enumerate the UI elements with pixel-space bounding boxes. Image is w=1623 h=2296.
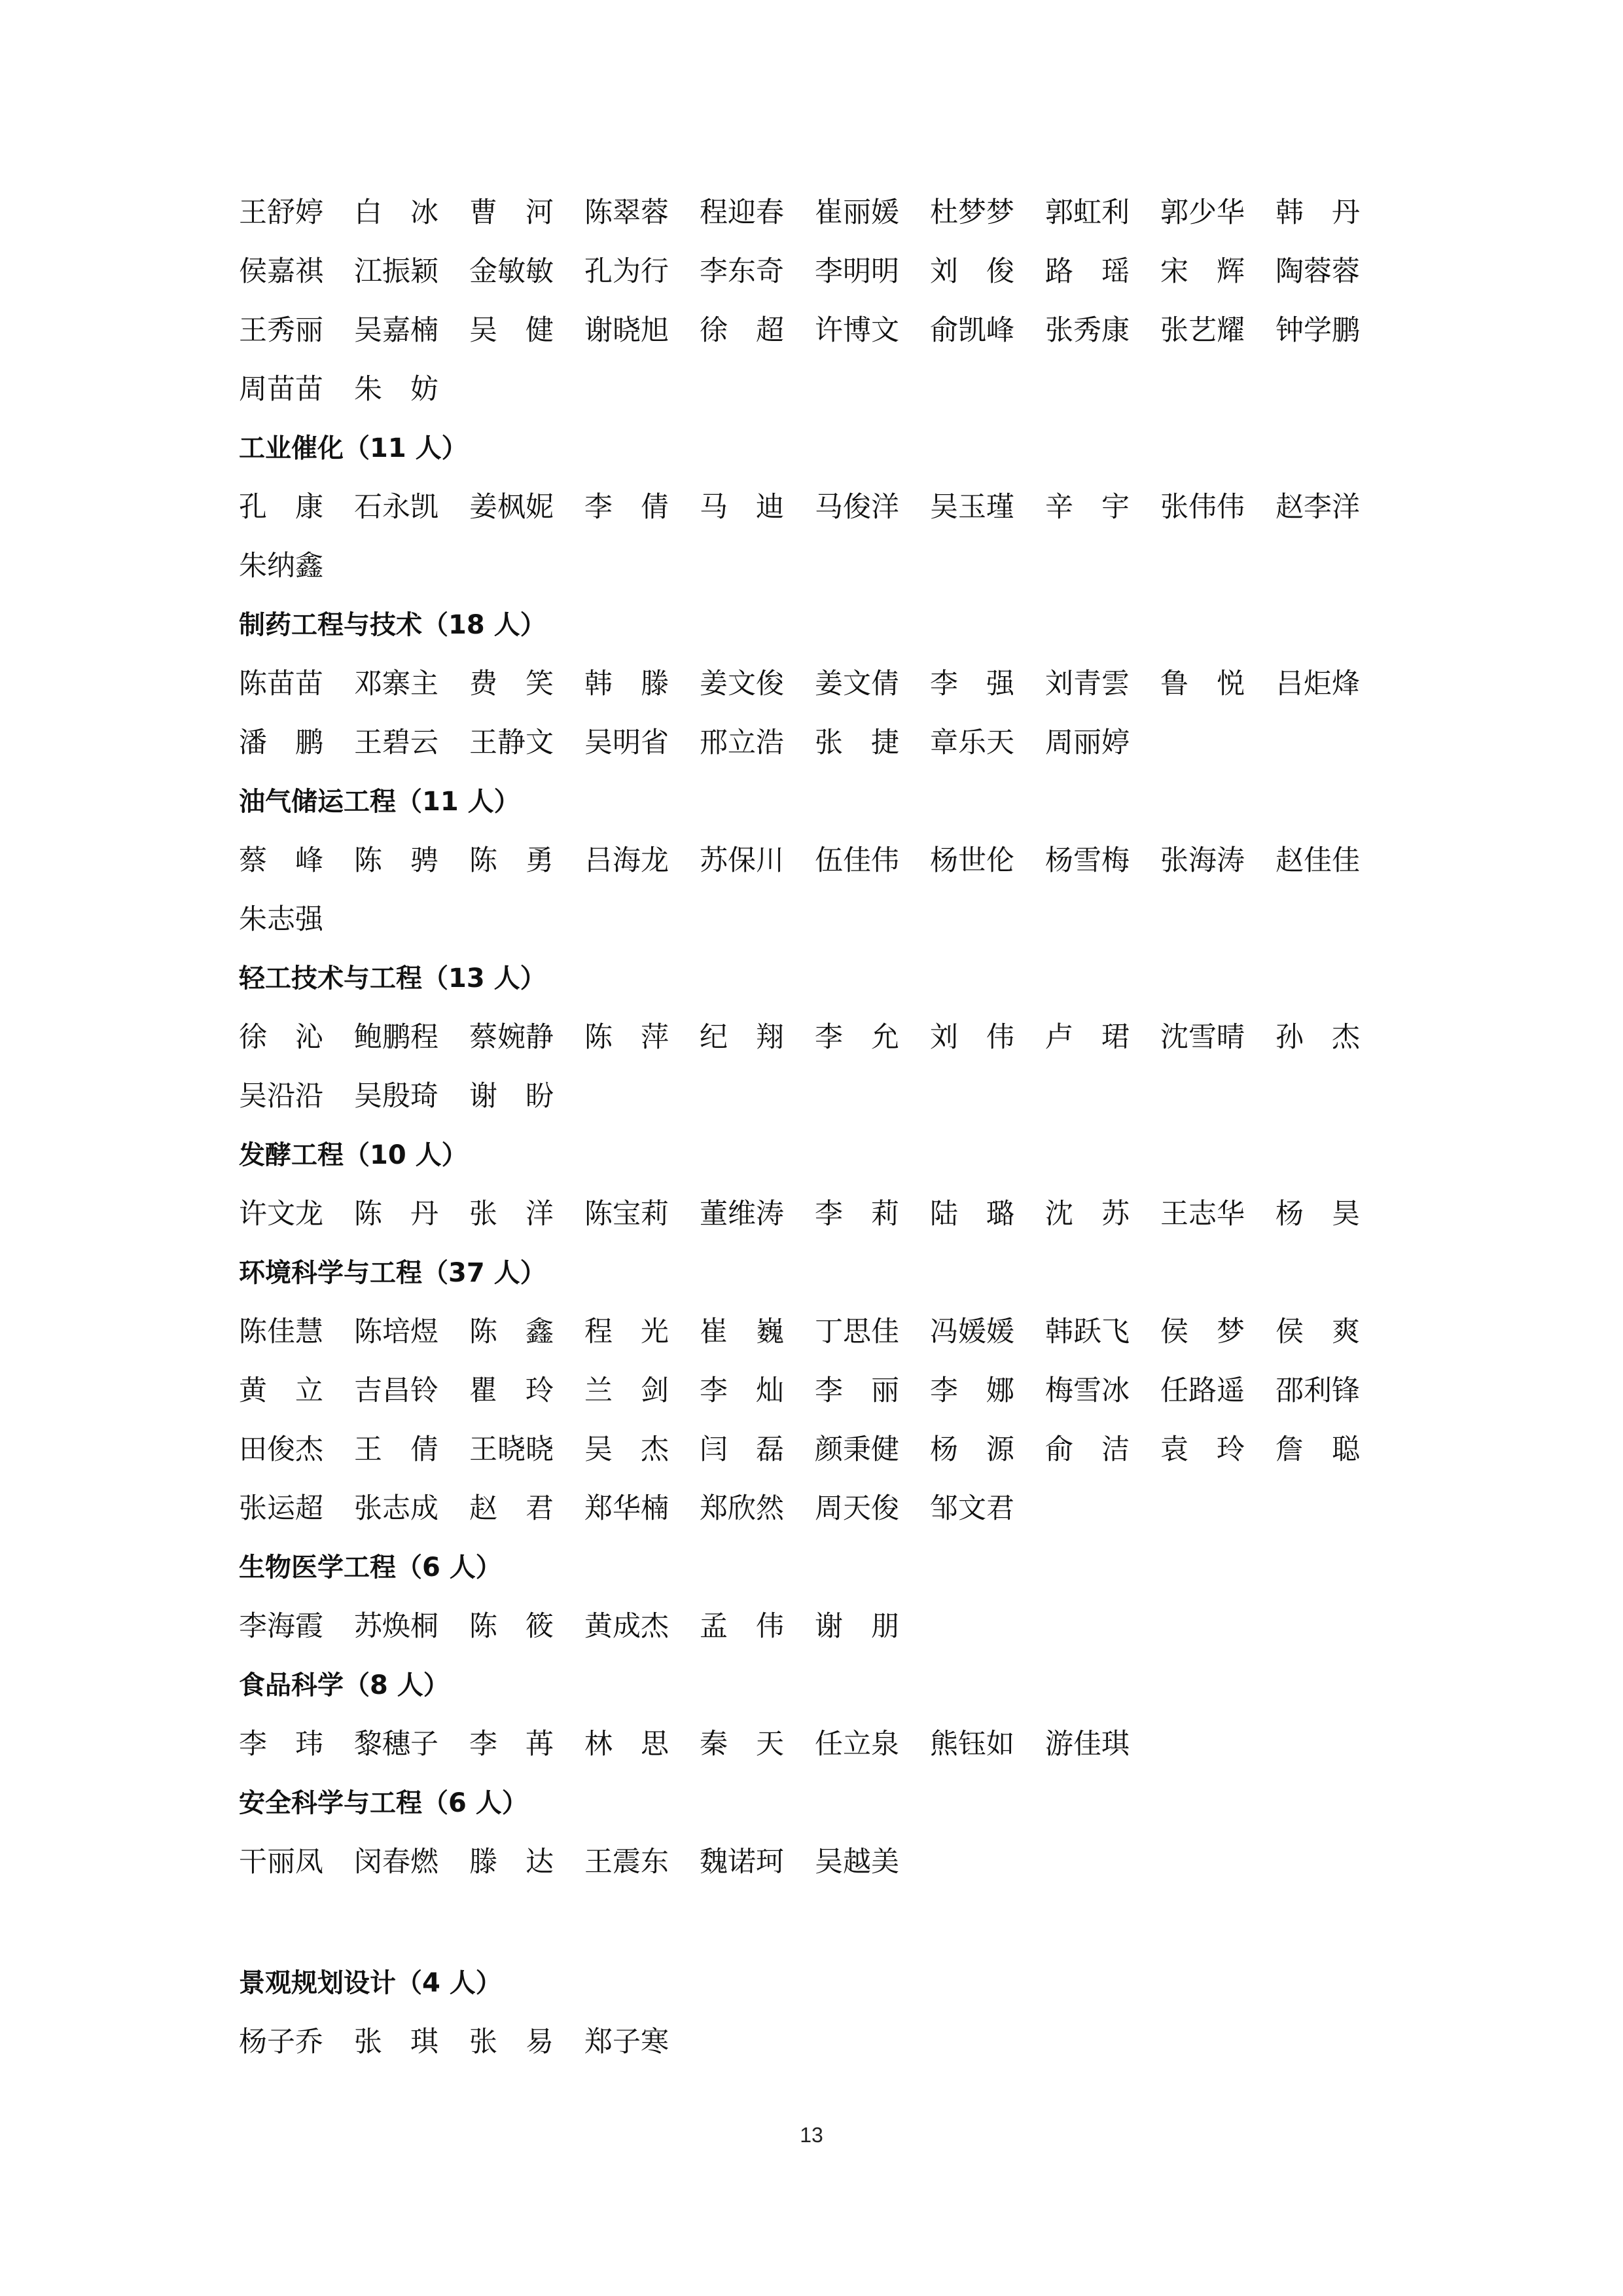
name-row	[239, 1008, 1391, 1067]
person-name: 苏焕桐	[354, 1610, 438, 1643]
person-name: 干丽凤	[239, 1846, 323, 1878]
person-name: 陈 萍	[584, 1021, 669, 1054]
person-name: 陈苗苗	[239, 668, 323, 700]
person-name: 石永凯	[354, 491, 438, 524]
person-name: 陈培煜	[354, 1316, 438, 1348]
section-heading: 食品科学（8 人）	[239, 1670, 450, 1700]
person-name: 侯 梦	[1160, 1316, 1245, 1348]
person-name: 王震东	[584, 1846, 669, 1878]
person-name: 邹文君	[930, 1492, 1014, 1525]
person-name: 李 苒	[469, 1728, 554, 1761]
name-row	[239, 1361, 1391, 1420]
person-name: 谢 盼	[469, 1080, 554, 1113]
person-name: 吴 健	[469, 314, 554, 347]
person-name: 侯 爽	[1275, 1316, 1360, 1348]
person-name: 张志成	[354, 1492, 438, 1525]
person-name: 陈佳慧	[239, 1316, 323, 1348]
person-name: 李 莉	[815, 1198, 899, 1230]
name-row	[239, 360, 1391, 419]
person-name: 曹 河	[469, 196, 554, 229]
person-name: 伍佳伟	[815, 844, 899, 877]
person-name: 吕炬烽	[1275, 668, 1360, 700]
person-name: 王 倩	[354, 1433, 438, 1466]
person-name: 谢 朋	[815, 1610, 899, 1643]
person-name: 姜文俊	[700, 668, 784, 700]
person-name: 赵 君	[469, 1492, 554, 1525]
name-row	[239, 1715, 1391, 1774]
person-name: 吴沿沿	[239, 1080, 323, 1113]
person-name: 费 笑	[469, 668, 554, 700]
person-name: 张 捷	[815, 726, 899, 759]
person-name: 郑欣然	[700, 1492, 784, 1525]
person-name: 许文龙	[239, 1198, 323, 1230]
name-row	[239, 537, 1391, 596]
person-name: 俞 洁	[1045, 1433, 1130, 1466]
person-name: 杨子乔	[239, 2026, 323, 2058]
person-name: 颜秉健	[815, 1433, 899, 1466]
person-name: 杨 昊	[1275, 1198, 1360, 1230]
person-name: 陈 骋	[354, 844, 438, 877]
person-name: 周苗苗	[239, 373, 323, 406]
person-name: 吴明省	[584, 726, 669, 759]
person-name: 马俊洋	[815, 491, 899, 524]
person-name: 吕海龙	[584, 844, 669, 877]
person-name: 王碧云	[354, 726, 438, 759]
person-name: 陈宝莉	[584, 1198, 669, 1230]
person-name: 鲁 悦	[1160, 668, 1245, 700]
person-name: 刘 俊	[930, 255, 1014, 288]
person-name: 孔 康	[239, 491, 323, 524]
person-name: 沈雪晴	[1160, 1021, 1245, 1054]
section-heading: 发酵工程（10 人）	[239, 1140, 468, 1170]
name-row	[239, 831, 1391, 890]
name-row	[239, 1597, 1391, 1656]
person-name: 徐 沁	[239, 1021, 323, 1054]
person-name: 王晓晓	[469, 1433, 554, 1466]
person-name: 王志华	[1160, 1198, 1245, 1230]
name-row	[239, 1420, 1391, 1479]
person-name: 姜枫妮	[469, 491, 554, 524]
person-name: 沈 苏	[1045, 1198, 1130, 1230]
person-name: 孔为行	[584, 255, 669, 288]
person-name: 熊钰如	[930, 1728, 1014, 1761]
person-name: 梅雪冰	[1045, 1374, 1130, 1407]
page-number: 13	[800, 2123, 823, 2147]
person-name: 闵春燃	[354, 1846, 438, 1878]
person-name: 李 娜	[930, 1374, 1014, 1407]
person-name: 张伟伟	[1160, 491, 1245, 524]
person-name: 孟 伟	[700, 1610, 784, 1643]
person-name: 朱志强	[239, 903, 323, 936]
person-name: 钟学鹏	[1275, 314, 1360, 347]
person-name: 吴 杰	[584, 1433, 669, 1466]
person-name: 吴越美	[815, 1846, 899, 1878]
section-heading: 制药工程与技术（18 人）	[239, 610, 546, 640]
person-name: 江振颖	[354, 255, 438, 288]
person-name: 鲍鹏程	[354, 1021, 438, 1054]
person-name: 郭虹利	[1045, 196, 1130, 229]
person-name: 周丽婷	[1045, 726, 1130, 759]
person-name: 魏诺珂	[700, 1846, 784, 1878]
name-row	[239, 1833, 1391, 1892]
person-name: 苏保川	[700, 844, 784, 877]
name-row	[239, 1479, 1391, 1538]
person-name: 袁 玲	[1160, 1433, 1245, 1466]
person-name: 程 光	[584, 1316, 669, 1348]
person-name: 李 灿	[700, 1374, 784, 1407]
name-row	[239, 713, 1391, 772]
person-name: 崔丽媛	[815, 196, 899, 229]
section-heading: 工业催化（11 人）	[239, 433, 468, 463]
person-name: 冯媛媛	[930, 1316, 1014, 1348]
section-heading: 环境科学与工程（37 人）	[239, 1258, 546, 1288]
person-name: 兰 剑	[584, 1374, 669, 1407]
name-row	[239, 2013, 1391, 2072]
person-name: 张 洋	[469, 1198, 554, 1230]
person-name: 崔 巍	[700, 1316, 784, 1348]
person-name: 李明明	[815, 255, 899, 288]
person-name: 谢晓旭	[584, 314, 669, 347]
person-name: 吴玉瑾	[930, 491, 1014, 524]
person-name: 潘 鹏	[239, 726, 323, 759]
person-name: 刘青雲	[1045, 668, 1130, 700]
person-name: 周天俊	[815, 1492, 899, 1525]
person-name: 吴嘉楠	[354, 314, 438, 347]
person-name: 任立泉	[815, 1728, 899, 1761]
person-name: 王舒婷	[239, 196, 323, 229]
person-name: 孙 杰	[1275, 1021, 1360, 1054]
person-name: 黎穗子	[354, 1728, 438, 1761]
person-name: 刘 伟	[930, 1021, 1014, 1054]
person-name: 黄成杰	[584, 1610, 669, 1643]
person-name: 杜梦梦	[930, 196, 1014, 229]
name-row	[239, 1067, 1391, 1126]
section-heading: 景观规划设计（4 人）	[239, 1968, 502, 1998]
name-row	[239, 242, 1391, 301]
person-name: 张秀康	[1045, 314, 1130, 347]
person-name: 李 强	[930, 668, 1014, 700]
person-name: 金敏敏	[469, 255, 554, 288]
person-name: 张 易	[469, 2026, 554, 2058]
person-name: 李 丽	[815, 1374, 899, 1407]
person-name: 王静文	[469, 726, 554, 759]
name-row	[239, 890, 1391, 949]
person-name: 姜文倩	[815, 668, 899, 700]
person-name: 杨 源	[930, 1433, 1014, 1466]
person-name: 李海霞	[239, 1610, 323, 1643]
person-name: 卢 珺	[1045, 1021, 1130, 1054]
name-list-page	[239, 183, 1391, 2072]
person-name: 林 思	[584, 1728, 669, 1761]
person-name: 邵利锋	[1275, 1374, 1360, 1407]
person-name: 陈 鑫	[469, 1316, 554, 1348]
person-name: 杨雪梅	[1045, 844, 1130, 877]
person-name: 邢立浩	[700, 726, 784, 759]
person-name: 詹 聪	[1275, 1433, 1360, 1466]
person-name: 秦 天	[700, 1728, 784, 1761]
person-name: 路 瑶	[1045, 255, 1130, 288]
section-spacer	[239, 1892, 1391, 1954]
person-name: 纪 翔	[700, 1021, 784, 1054]
person-name: 郭少华	[1160, 196, 1245, 229]
person-name: 王秀丽	[239, 314, 323, 347]
person-name: 韩跃飞	[1045, 1316, 1130, 1348]
person-name: 宋 辉	[1160, 255, 1245, 288]
person-name: 吴殷琦	[354, 1080, 438, 1113]
person-name: 滕 达	[469, 1846, 554, 1878]
person-name: 张运超	[239, 1492, 323, 1525]
person-name: 韩 丹	[1275, 196, 1360, 229]
person-name: 马 迪	[700, 491, 784, 524]
person-name: 张艺耀	[1160, 314, 1245, 347]
person-name: 程迎春	[700, 196, 784, 229]
person-name: 张 琪	[354, 2026, 438, 2058]
name-row	[239, 183, 1391, 242]
person-name: 辛 宇	[1045, 491, 1130, 524]
person-name: 朱 妨	[354, 373, 438, 406]
person-name: 田俊杰	[239, 1433, 323, 1466]
person-name: 韩 滕	[584, 668, 669, 700]
section-heading: 安全科学与工程（6 人）	[239, 1788, 528, 1818]
person-name: 陈翠蓉	[584, 196, 669, 229]
name-row	[239, 301, 1391, 360]
person-name: 陆 璐	[930, 1198, 1014, 1230]
name-row	[239, 1185, 1391, 1244]
section-heading: 生物医学工程（6 人）	[239, 1552, 502, 1583]
name-row	[239, 478, 1391, 537]
person-name: 郑华楠	[584, 1492, 669, 1525]
person-name: 侯嘉祺	[239, 255, 323, 288]
person-name: 瞿 玲	[469, 1374, 554, 1407]
person-name: 李 允	[815, 1021, 899, 1054]
person-name: 章乐天	[930, 726, 1014, 759]
person-name: 黄 立	[239, 1374, 323, 1407]
person-name: 闫 磊	[700, 1433, 784, 1466]
person-name: 丁思佳	[815, 1316, 899, 1348]
person-name: 赵佳佳	[1275, 844, 1360, 877]
person-name: 蔡婉静	[469, 1021, 554, 1054]
name-row	[239, 1302, 1391, 1361]
person-name: 陈 勇	[469, 844, 554, 877]
section-heading: 轻工技术与工程（13 人）	[239, 963, 546, 994]
person-name: 白 冰	[354, 196, 438, 229]
person-name: 徐 超	[700, 314, 784, 347]
person-name: 郑子寒	[584, 2026, 669, 2058]
person-name: 李 玮	[239, 1728, 323, 1761]
person-name: 许博文	[815, 314, 899, 347]
person-name: 陈 筱	[469, 1610, 554, 1643]
person-name: 李 倩	[584, 491, 669, 524]
person-name: 李东奇	[700, 255, 784, 288]
person-name: 陈 丹	[354, 1198, 438, 1230]
section-heading: 油气储运工程（11 人）	[239, 787, 520, 817]
person-name: 朱纳鑫	[239, 550, 323, 583]
person-name: 游佳琪	[1045, 1728, 1130, 1761]
person-name: 吉昌铃	[354, 1374, 438, 1407]
person-name: 杨世伦	[930, 844, 1014, 877]
person-name: 任路遥	[1160, 1374, 1245, 1407]
person-name: 赵李洋	[1275, 491, 1360, 524]
person-name: 陶蓉蓉	[1275, 255, 1360, 288]
name-row	[239, 655, 1391, 713]
person-name: 董维涛	[700, 1198, 784, 1230]
person-name: 俞凯峰	[930, 314, 1014, 347]
person-name: 张海涛	[1160, 844, 1245, 877]
person-name: 蔡 峰	[239, 844, 323, 877]
person-name: 邓寨主	[354, 668, 438, 700]
